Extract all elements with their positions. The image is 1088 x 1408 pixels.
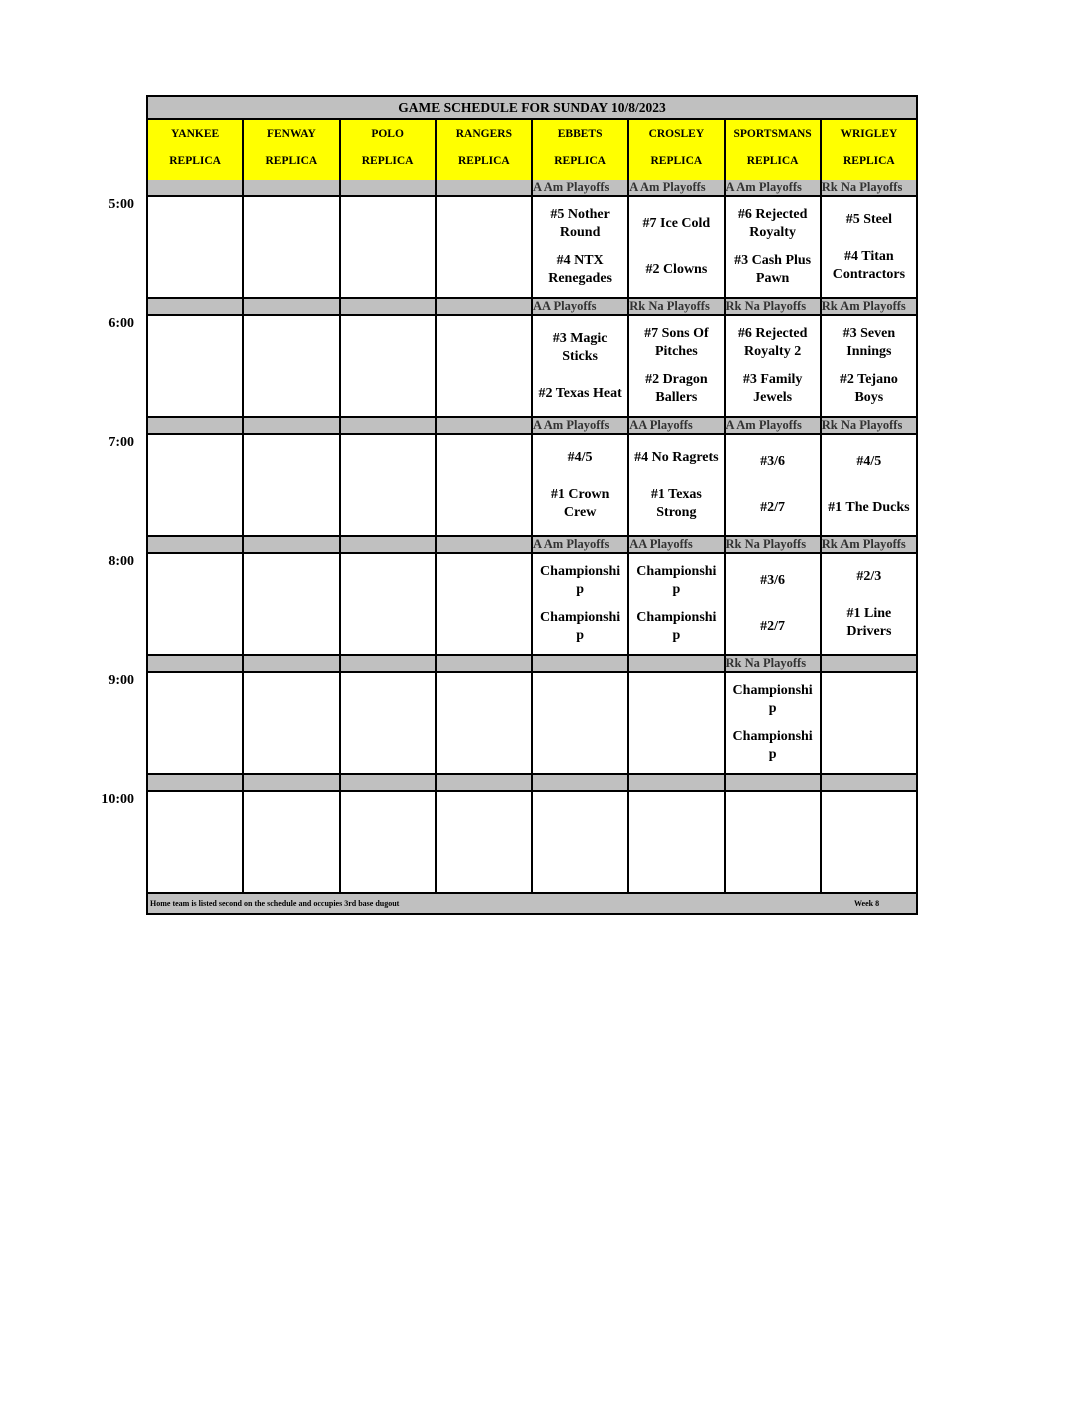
field-subtitle: REPLICA: [457, 155, 510, 167]
game-cell: [726, 673, 822, 773]
division-label: [437, 299, 533, 314]
away-team: Championshi p: [540, 564, 621, 597]
division-label: [437, 418, 533, 433]
away-team: #5 Nother Round: [550, 207, 610, 240]
home-team: #2 Tejano Boys: [839, 372, 898, 405]
division-label: [244, 418, 340, 433]
time-slot: [108, 656, 916, 775]
division-label: A Am Playoffs: [533, 537, 629, 552]
games-row: [148, 435, 916, 537]
home-team: #1 Crown Crew: [550, 486, 610, 520]
time-slot: [108, 299, 916, 418]
field-header-crosley: [629, 120, 725, 180]
field-name: EBBETS: [557, 128, 603, 140]
away-team: #5 Steel: [845, 211, 892, 227]
game-cell: [726, 792, 822, 892]
division-strip: [148, 418, 916, 435]
away-team: #4/5: [856, 454, 882, 469]
division-strip: [148, 775, 916, 792]
away-team: Championshi p: [732, 683, 813, 716]
field-name: FENWAY: [266, 128, 316, 140]
field-name: RANGERS: [455, 128, 512, 140]
division-label: [148, 656, 244, 671]
home-team: Championshi p: [636, 610, 717, 643]
division-label: [822, 656, 916, 671]
away-team: #7 Ice Cold: [642, 216, 711, 231]
field-subtitle: REPLICA: [554, 155, 606, 167]
division-label: [341, 775, 437, 790]
home-team: #4 Titan Contractors: [832, 248, 906, 282]
games-row: [148, 197, 916, 299]
division-label: Rk Na Playoffs: [726, 537, 822, 552]
game-cell: [244, 435, 340, 535]
division-label: [437, 775, 533, 790]
field-header-yankee: [148, 120, 244, 180]
division-label: [244, 537, 340, 552]
division-label: [533, 775, 629, 790]
game-cell: [533, 554, 629, 654]
division-label: [148, 299, 244, 314]
division-label: [148, 775, 244, 790]
game-cell: [244, 673, 340, 773]
game-cell: [148, 435, 244, 535]
division-label: Rk Na Playoffs: [821, 180, 903, 194]
division-label: [629, 775, 725, 790]
game-cell: [341, 316, 437, 416]
game-cell: [533, 197, 629, 297]
field-subtitle: REPLICA: [361, 155, 414, 167]
game-cell: [437, 792, 533, 892]
time-slot: [108, 418, 916, 537]
games-row: [148, 792, 916, 894]
division-label: [148, 180, 244, 195]
home-team: #1 Line Drivers: [846, 605, 892, 639]
games-row: [148, 554, 916, 656]
away-team: #3/6: [760, 454, 786, 469]
division-label: [244, 180, 340, 195]
game-cell: [629, 316, 725, 416]
division-label: [244, 656, 340, 671]
division-label: [148, 537, 244, 552]
division-label: Rk Na Playoffs: [629, 299, 725, 314]
game-cell: [822, 197, 916, 297]
game-cell: [148, 792, 244, 892]
game-cell: [629, 197, 725, 297]
division-label: A Am Playoffs: [726, 180, 822, 195]
division-label: AA Playoffs: [629, 418, 725, 433]
field-subtitle: REPLICA: [746, 155, 799, 167]
field-header-ebbets: [533, 120, 629, 180]
division-label: [341, 299, 437, 314]
footer-note: Home team is listed second on the schedule and occupies 3rd base dugout: [150, 899, 400, 908]
game-cell: [244, 554, 340, 654]
division-label: A Am Playoffs: [533, 418, 629, 433]
field-header-fenway: [244, 120, 340, 180]
game-cell: [341, 435, 437, 535]
away-team: #7 Sons Of Pitches: [644, 326, 709, 359]
division-label: Rk Na Playoffs: [726, 656, 822, 671]
field-name: POLO: [371, 128, 404, 140]
game-cell: [726, 435, 822, 535]
away-team: #6 Rejected Royalty: [737, 207, 808, 240]
game-cell: [437, 197, 533, 297]
home-team: #2 Texas Heat: [538, 385, 622, 401]
away-team: #4 No Ragrets: [634, 449, 719, 465]
game-cell: [822, 316, 916, 416]
home-team: #1 The Ducks: [828, 500, 910, 515]
home-team: #2 Clowns: [645, 262, 708, 277]
home-team: Championshi p: [732, 729, 813, 762]
division-label: Rk Am Playoffs: [821, 537, 906, 551]
field-header-rangers: [437, 120, 533, 180]
time-label: 6:00: [108, 316, 134, 331]
home-team: #2 Dragon Ballers: [645, 372, 708, 405]
time-label: 8:00: [108, 554, 134, 569]
away-team: #3 Magic Sticks: [552, 330, 608, 364]
schedule-title: GAME SCHEDULE FOR SUNDAY 10/8/2023: [148, 97, 916, 120]
division-label: [437, 656, 533, 671]
division-label: [437, 537, 533, 552]
division-label: AA Playoffs: [629, 537, 725, 552]
game-schedule-table: [101, 95, 918, 915]
away-team: #6 Rejected Royalty 2: [737, 326, 808, 359]
game-cell: [726, 554, 822, 654]
time-slot: [108, 537, 916, 656]
game-cell: [533, 435, 629, 535]
away-team: #2/3: [856, 568, 882, 584]
time-slot: [101, 775, 916, 894]
game-cell: [629, 554, 725, 654]
game-cell: [244, 197, 340, 297]
field-name: YANKEE: [171, 128, 220, 140]
division-label: [341, 537, 437, 552]
game-cell: [822, 435, 916, 535]
field-header-row: [148, 120, 916, 180]
time-label: 10:00: [101, 792, 134, 807]
away-team: #4/5: [567, 449, 593, 465]
game-cell: [148, 673, 244, 773]
time-label: 9:00: [108, 673, 134, 688]
game-cell: [726, 197, 822, 297]
away-team: #3 Seven Innings: [842, 326, 896, 359]
division-label: A Am Playoffs: [726, 418, 822, 433]
game-cell: [726, 316, 822, 416]
game-cell: [629, 792, 725, 892]
division-label: [437, 180, 533, 195]
game-cell: [341, 197, 437, 297]
division-label: [726, 775, 822, 790]
division-label: A Am Playoffs: [629, 180, 725, 195]
game-cell: [437, 435, 533, 535]
division-label: [822, 775, 916, 790]
game-cell: [244, 316, 340, 416]
field-header-wrigley: [822, 120, 916, 180]
division-label: Rk Na Playoffs: [821, 418, 903, 432]
division-label: AA Playoffs: [533, 299, 629, 314]
game-cell: [148, 554, 244, 654]
game-cell: [244, 792, 340, 892]
field-name: WRIGLEY: [840, 128, 898, 140]
time-slots: [101, 180, 916, 894]
game-cell: [533, 673, 629, 773]
field-subtitle: REPLICA: [650, 155, 703, 167]
game-cell: [437, 673, 533, 773]
home-team: #2/7: [760, 500, 786, 515]
field-header-sportsmans: [726, 120, 822, 180]
games-row: [148, 316, 916, 418]
game-cell: [629, 435, 725, 535]
division-label: Rk Am Playoffs: [821, 299, 906, 313]
game-cell: [148, 316, 244, 416]
field-subtitle: REPLICA: [169, 155, 221, 167]
division-strip: [148, 656, 916, 673]
time-label: 5:00: [108, 197, 134, 212]
game-cell: [822, 673, 916, 773]
division-label: [244, 299, 340, 314]
time-slot: [108, 180, 916, 299]
footer-week: Week 8: [854, 899, 880, 908]
home-team: #3 Family Jewels: [742, 372, 803, 405]
schedule-footer: [148, 894, 916, 913]
division-label: [341, 656, 437, 671]
division-label: Rk Na Playoffs: [726, 299, 822, 314]
game-cell: [437, 316, 533, 416]
division-strip: [148, 180, 916, 197]
game-cell: [148, 197, 244, 297]
game-cell: [341, 673, 437, 773]
game-cell: [341, 554, 437, 654]
division-label: [244, 775, 340, 790]
home-team: #1 Texas Strong: [650, 486, 702, 520]
home-team: #2/7: [760, 619, 786, 634]
home-team: Championshi p: [540, 610, 621, 643]
away-team: #3/6: [760, 573, 786, 588]
division-label: [629, 656, 725, 671]
away-team: Championshi p: [636, 564, 717, 597]
division-label: [148, 418, 244, 433]
game-cell: [822, 792, 916, 892]
field-header-polo: [341, 120, 437, 180]
division-strip: [148, 299, 916, 316]
field-name: CROSLEY: [648, 128, 705, 140]
division-label: [341, 180, 437, 195]
field-name: SPORTSMANS: [733, 128, 812, 140]
time-label: 7:00: [108, 435, 134, 450]
division-strip: [148, 537, 916, 554]
game-cell: [341, 792, 437, 892]
field-subtitle: REPLICA: [842, 155, 895, 167]
division-label: [533, 656, 629, 671]
field-subtitle: REPLICA: [265, 155, 318, 167]
division-label: [341, 418, 437, 433]
game-cell: [533, 316, 629, 416]
games-row: [148, 673, 916, 775]
game-cell: [629, 673, 725, 773]
division-label: A Am Playoffs: [533, 180, 629, 195]
home-team: #3 Cash Plus Pawn: [734, 253, 812, 286]
home-team: #4 NTX Renegades: [548, 253, 613, 286]
game-cell: [437, 554, 533, 654]
game-cell: [822, 554, 916, 654]
game-cell: [533, 792, 629, 892]
